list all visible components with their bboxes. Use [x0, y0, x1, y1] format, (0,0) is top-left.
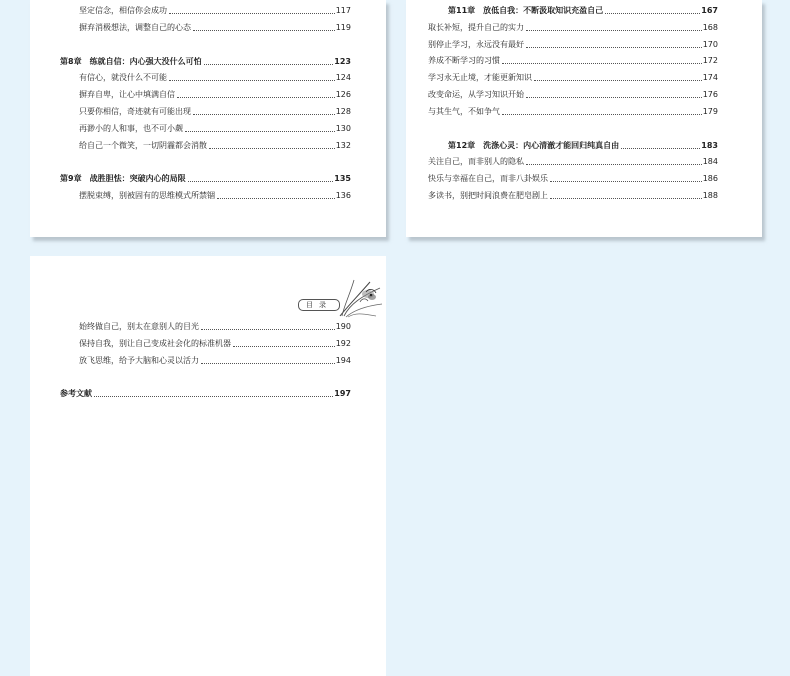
- toc-dot-leader: [502, 63, 702, 64]
- toc-entry-title: 参考文献: [60, 389, 92, 398]
- toc-dot-leader: [550, 198, 702, 199]
- toc-section-entry: [428, 23, 718, 33]
- toc-entry-title: 摆脱束缚，别被固有的思维模式所禁锢: [79, 191, 215, 200]
- toc-dot-leader: [177, 97, 335, 98]
- toc-entry-title: 给自己一个微笑，一切阴霾都会消散: [79, 141, 207, 150]
- toc-chapter-entry: [448, 141, 718, 151]
- toc-section-entry: [428, 40, 718, 50]
- toc-dot-leader: [193, 114, 335, 115]
- toc-page-number: 128: [335, 107, 351, 116]
- toc-page-number: 136: [335, 191, 351, 200]
- toc-page-number: 132: [335, 141, 351, 150]
- toc-dot-leader: [550, 181, 702, 182]
- toc-entry-title: 别停止学习，永远没有最好: [428, 40, 524, 49]
- toc-chapter-entry: [60, 389, 351, 399]
- toc-page-number: 190: [335, 322, 351, 331]
- toc-entry-title: 摒弃消极想法，调整自己的心态: [79, 23, 191, 32]
- orchid-ink-illustration: [336, 276, 386, 318]
- toc-entry-title: 只要你相信，奇迹就有可能出现: [79, 107, 191, 116]
- toc-page-number: 167: [701, 6, 718, 15]
- toc-chapter-entry: [448, 6, 718, 16]
- toc-entry-title: 第11章 放低自我：不断汲取知识充盈自己: [448, 6, 604, 15]
- toc-section-entry: [79, 191, 351, 201]
- toc-dot-leader: [201, 329, 335, 330]
- toc-entry-title: 学习永无止境，才能更新知识: [428, 73, 532, 82]
- toc-entry-title: 再渺小的人和事，也不可小觑: [79, 124, 183, 133]
- toc-dot-leader: [204, 64, 334, 65]
- toc-dot-leader: [526, 47, 702, 48]
- toc-entry-title: 有信心，就没什么不可能: [79, 73, 167, 82]
- toc-section-entry: [428, 56, 718, 66]
- toc-page-number: 172: [702, 56, 718, 65]
- toc-entry-title: 多读书，别把时间浪费在肥皂剧上: [428, 191, 548, 200]
- toc-page-number: 179: [702, 107, 718, 116]
- toc-section-entry: [79, 73, 351, 83]
- toc-page-number: 130: [335, 124, 351, 133]
- toc-entry-title: 摒弃自卑，让心中填满自信: [79, 90, 175, 99]
- toc-page-number: 119: [335, 23, 351, 32]
- toc-dot-leader: [193, 30, 335, 31]
- toc-chapter-entry: [60, 174, 351, 184]
- toc-section-entry: [79, 23, 351, 33]
- toc-section-entry: [428, 157, 718, 167]
- toc-page-number: 170: [702, 40, 718, 49]
- toc-page-number: 124: [335, 73, 351, 82]
- toc-section-entry: [428, 90, 718, 100]
- toc-dot-leader: [201, 363, 335, 364]
- toc-dot-leader: [217, 198, 335, 199]
- toc-dot-leader: [188, 181, 334, 182]
- toc-entry-title: 第12章 洗涤心灵：内心清澈才能回归纯真自由: [448, 141, 620, 150]
- toc-dot-leader: [534, 80, 702, 81]
- toc-dot-leader: [209, 148, 335, 149]
- toc-section-entry: [428, 174, 718, 184]
- toc-entry-title: 保持自我，别让自己变成社会化的标准机器: [79, 339, 231, 348]
- toc-section-entry: [79, 339, 351, 349]
- toc-entry-title: 放飞思维，给予大脑和心灵以活力: [79, 356, 199, 365]
- toc-section-entry: [428, 107, 718, 117]
- toc-section-entry: [79, 322, 351, 332]
- toc-header-label: 目录: [298, 299, 340, 311]
- toc-page-number: 188: [702, 191, 718, 200]
- toc-section-entry: [79, 141, 351, 151]
- toc-dot-leader: [185, 131, 335, 132]
- toc-page-number: 174: [702, 73, 718, 82]
- toc-dot-leader: [94, 396, 333, 397]
- toc-entry-title: 改变命运，从学习知识开始: [428, 90, 524, 99]
- toc-section-entry: [428, 191, 718, 201]
- toc-page-number: 126: [335, 90, 351, 99]
- toc-dot-leader: [169, 80, 335, 81]
- toc-page-number: 168: [702, 23, 718, 32]
- toc-entry-title: 始终做自己，别太在意别人的目光: [79, 322, 199, 331]
- toc-entry-title: 坚定信念，相信你会成功: [79, 6, 167, 15]
- toc-section-entry: [79, 90, 351, 100]
- toc-dot-leader: [502, 114, 702, 115]
- toc-page-number: 184: [702, 157, 718, 166]
- toc-page-number: 194: [335, 356, 351, 365]
- toc-page-number: 192: [335, 339, 351, 348]
- toc-page-number: 176: [702, 90, 718, 99]
- toc-entry-title: 快乐与幸福在自己，而非八卦娱乐: [428, 174, 548, 183]
- toc-page-number: 123: [334, 57, 351, 66]
- toc-entry-title: 关注自己，而非别人的隐私: [428, 157, 524, 166]
- toc-section-entry: [79, 107, 351, 117]
- toc-page-number: 117: [335, 6, 351, 15]
- toc-section-entry: [79, 356, 351, 366]
- toc-section-entry: [79, 124, 351, 134]
- toc-dot-leader: [233, 346, 335, 347]
- toc-page-number: 197: [334, 389, 351, 398]
- toc-page-number: 183: [701, 141, 718, 150]
- toc-page-right-top: [406, 0, 762, 237]
- toc-entry-title: 养成不断学习的习惯: [428, 56, 500, 65]
- toc-entry-title: 与其生气，不如争气: [428, 107, 500, 116]
- toc-entry-title: 第9章 战胜胆怯：突破内心的局限: [60, 174, 186, 183]
- toc-section-entry: [79, 6, 351, 16]
- toc-page-number: 186: [702, 174, 718, 183]
- toc-dot-leader: [605, 13, 700, 14]
- toc-chapter-entry: [60, 57, 351, 67]
- toc-section-entry: [428, 73, 718, 83]
- toc-dot-leader: [621, 148, 700, 149]
- toc-entry-title: 取长补短，提升自己的实力: [428, 23, 524, 32]
- toc-dot-leader: [526, 164, 702, 165]
- toc-dot-leader: [526, 97, 702, 98]
- toc-dot-leader: [169, 13, 335, 14]
- toc-dot-leader: [526, 30, 702, 31]
- toc-page-left-bottom: [30, 256, 386, 676]
- toc-page-left-top: [30, 0, 386, 237]
- toc-page-number: 135: [334, 174, 351, 183]
- toc-entry-title: 第8章 练就自信：内心强大没什么可怕: [60, 57, 202, 66]
